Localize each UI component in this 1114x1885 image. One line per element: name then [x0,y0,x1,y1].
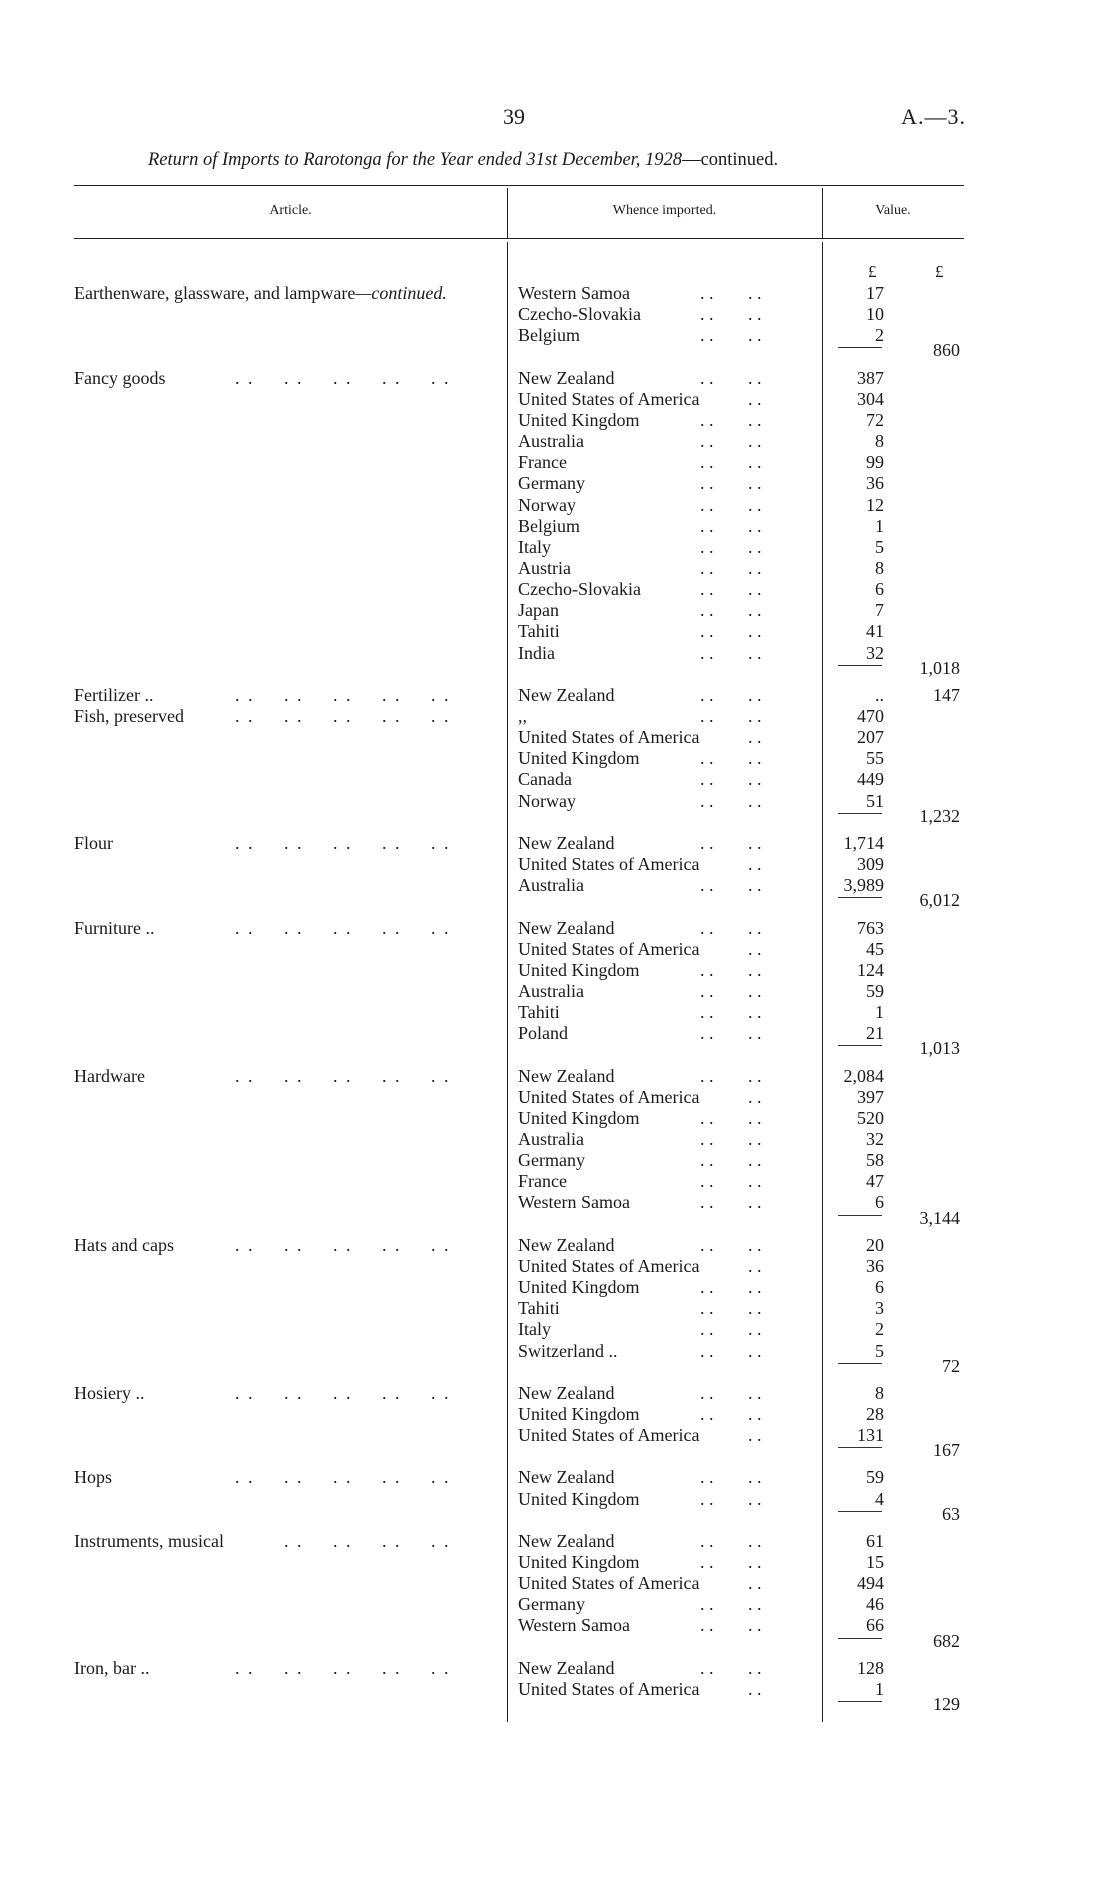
article-label: Iron, bar .. [74,1657,150,1678]
country-name: India [518,642,555,663]
article-name [74,1066,145,1087]
article-total: 1,018 [919,657,960,678]
value-cell: 7 [875,600,884,621]
leader-dots: . . . . . . . . . . [235,1467,451,1488]
leader-dots: . . [748,1255,762,1276]
country-name: Western Samoa [518,283,631,303]
header-top-rule [74,185,964,186]
article-total: 147 [933,684,960,705]
article-name [74,1383,145,1404]
country-name: New Zealand [518,367,615,388]
subtotal-rule [838,813,882,814]
leader-dots: . . [748,1425,762,1446]
country-name: Tahiti [518,1298,560,1319]
leader-dots: . . . . [700,1298,762,1319]
subtotal-rule [838,1215,882,1216]
value-cell: 449 [857,769,884,790]
leader-dots: . . . . [700,1129,762,1149]
country-name: United States of America [518,727,700,748]
leader-dots: . . . . [700,1340,762,1361]
leader-dots: . . . . [700,1277,762,1298]
leader-dots: . . . . [700,1065,762,1086]
leader-dots: . . . . [700,1382,762,1403]
document-code: A.—3. [901,104,966,129]
value-cell: 3,989 [843,875,884,896]
leader-dots: . . . . [700,325,762,346]
article-total: 6,012 [919,890,960,911]
article-name [74,918,155,939]
leader-dots: . . [748,1678,762,1699]
country-name: United States of America [518,1086,700,1107]
country-name: Germany [518,1150,585,1171]
value-cell: 1 [875,515,884,536]
leader-dots: . . . . . . . . . . [235,706,451,726]
country-name: Switzerland .. [518,1340,618,1361]
value-cell: 28 [866,1403,884,1424]
leader-dots: . . . . [700,452,762,473]
value-cell: 470 [857,706,884,726]
article-label: Hosiery .. [74,1382,145,1403]
leader-dots: . . . . . . . . . . [235,684,451,705]
article-label: Hats and caps [74,1234,174,1255]
article-label: Furniture .. [74,917,155,938]
value-cell: 8 [875,557,884,578]
value-cell: 32 [866,642,884,663]
leader-dots: . . . . [700,1615,762,1636]
article-name [74,833,113,854]
value-cell: 5 [875,1340,884,1361]
value-cell: 10 [866,304,884,325]
country-name: Czecho-Slovakia [518,579,641,600]
leader-dots: . . . . [700,1319,762,1340]
country-name: Poland [518,1023,569,1044]
article-label: Hardware [74,1065,145,1086]
article-name [74,1658,149,1679]
country-name: Austria [518,557,571,578]
value-cell: 45 [866,938,884,959]
leader-dots: . . . . . . . . [284,1530,451,1551]
country-name: United Kingdom [518,959,640,980]
value-cell: 20 [866,1234,884,1255]
country-name: New Zealand [518,1530,615,1551]
column-divider-1 [507,242,508,1722]
article-label: Fertilizer .. [74,684,154,705]
leader-dots: . . . . [700,1467,762,1488]
value-cell: 99 [866,452,884,473]
value-cell: 32 [866,1129,884,1149]
subtotal-rule [838,1701,882,1702]
table-title-main: Return of Imports to Rarotonga for the Year ended 31st December, 1928 [148,150,683,170]
header-bottom-rule [74,238,964,239]
leader-dots: . . [748,1086,762,1107]
leader-dots: . . . . . . . . . . [235,832,451,853]
article-label: Flour [74,832,114,853]
value-cell: 66 [866,1615,884,1636]
leader-dots: . . . . . . . . . . [235,1657,451,1678]
subtotal-rule [838,347,882,348]
country-name: New Zealand [518,684,615,705]
country-name: United States of America [518,1573,700,1594]
value-cell: 51 [866,790,884,811]
value-cell: 304 [857,388,884,409]
leader-dots: . . . . [700,980,762,1001]
leader-dots: . . . . [700,1488,762,1509]
country-name: United States of America [518,1678,700,1699]
country-name: United Kingdom [518,748,640,769]
country-name: Czecho-Slovakia [518,304,641,325]
article-name [74,706,184,727]
leader-dots: . . . . . . . . . . [235,1234,451,1255]
country-name: United States of America [518,1255,700,1276]
country-name: Germany [518,473,585,494]
leader-dots: . . . . [700,1150,762,1171]
leader-dots: . . . . . . . . . . [235,1065,451,1086]
leader-dots: . . . . [700,579,762,600]
country-name: United States of America [518,1425,700,1446]
leader-dots: . . . . [700,1594,762,1615]
leader-dots: . . . . [700,621,762,642]
table-title [148,150,778,171]
country-name: Italy [518,1319,551,1340]
value-cell: 4 [875,1488,884,1509]
country-name: France [518,1171,567,1192]
country-name: New Zealand [518,1467,615,1488]
leader-dots: . . . . [700,283,762,303]
country-name: United Kingdom [518,1107,640,1128]
country-name: Western Samoa [518,1615,631,1636]
country-name: Western Samoa [518,1192,631,1213]
value-cell: .. [875,684,884,705]
leader-dots: . . . . [700,1192,762,1213]
leader-dots: . . [748,1573,762,1594]
value-cell: 17 [866,283,884,303]
country-name: United Kingdom [518,1552,640,1572]
country-name: France [518,452,567,473]
country-name: United States of America [518,854,700,875]
value-cell: 21 [866,1023,884,1044]
value-cell: 309 [857,854,884,875]
article-total: 682 [933,1630,960,1651]
article-total: 1,013 [919,1038,960,1059]
article-label: Earthenware, glassware, and lampware [74,283,356,303]
page-number: 39 [503,104,525,129]
article-name [74,1235,174,1256]
leader-dots: . . . . [700,1403,762,1424]
value-cell: 387 [857,367,884,388]
leader-dots: . . . . [700,1552,762,1572]
value-cell: 128 [857,1657,884,1678]
value-cell: 72 [866,409,884,430]
country-name: Germany [518,1594,585,1615]
value-cell: 36 [866,1255,884,1276]
leader-dots: . . . . [700,769,762,790]
article-label: Fancy goods [74,367,166,388]
value-cell: 12 [866,494,884,515]
leader-dots: . . . . . . . . . . [235,1382,451,1403]
value-unit-right: £ [935,262,944,281]
value-cell: 59 [866,1467,884,1488]
country-name: Belgium [518,515,580,536]
article-name [74,283,447,304]
leader-dots: . . . . [700,304,762,325]
header-article: Article. [269,203,312,218]
value-cell: 2 [875,1319,884,1340]
country-name: United Kingdom [518,1488,640,1509]
country-name: United Kingdom [518,1277,640,1298]
article-name [74,368,166,389]
article-suffix: —continued. [355,283,447,303]
leader-dots: . . . . [700,536,762,557]
value-cell: 2 [875,325,884,346]
value-cell: 397 [857,1086,884,1107]
leader-dots: . . . . [700,748,762,769]
leader-dots: . . . . [700,515,762,536]
header-value: Value. [875,203,911,218]
value-cell: 41 [866,621,884,642]
country-name: Japan [518,600,559,621]
value-cell: 55 [866,748,884,769]
subtotal-rule [838,1511,882,1512]
table-title-tail: —continued. [682,150,779,170]
article-total: 72 [942,1355,960,1376]
subtotal-rule [838,665,882,666]
leader-dots: . . . . . . . . . . [235,917,451,938]
country-name: United States of America [518,388,700,409]
subtotal-rule [838,1045,882,1046]
leader-dots: . . . . [700,494,762,515]
column-divider-2 [822,242,823,1722]
article-label: Fish, preserved [74,706,184,726]
header-whence: Whence imported. [612,203,717,218]
leader-dots: . . . . [700,684,762,705]
leader-dots: . . . . [700,1530,762,1551]
value-cell: 207 [857,727,884,748]
leader-dots: . . . . [700,706,762,726]
leader-dots: . . . . [700,1107,762,1128]
country-name: Canada [518,769,572,790]
value-cell: 131 [857,1425,884,1446]
value-cell: 6 [875,1277,884,1298]
article-total: 1,232 [919,805,960,826]
leader-dots: . . . . [700,1657,762,1678]
value-cell: 8 [875,1382,884,1403]
country-name: United States of America [518,938,700,959]
value-cell: 58 [866,1150,884,1171]
leader-dots: . . . . [700,1171,762,1192]
leader-dots: . . . . [700,473,762,494]
country-name: Australia [518,431,584,452]
country-name: Norway [518,790,576,811]
leader-dots: . . . . [700,959,762,980]
leader-dots: . . . . [700,917,762,938]
leader-dots: . . . . [700,600,762,621]
country-name: New Zealand [518,1065,615,1086]
country-name: Tahiti [518,1002,560,1023]
country-name: United Kingdom [518,1403,640,1424]
country-name: Australia [518,1129,584,1149]
leader-dots: . . . . [700,367,762,388]
leader-dots: . . . . [700,832,762,853]
article-total: 3,144 [919,1207,960,1228]
value-cell: 61 [866,1530,884,1551]
leader-dots: . . . . [700,642,762,663]
value-cell: 47 [866,1171,884,1192]
value-cell: 36 [866,473,884,494]
article-label: Instruments, musical [74,1530,224,1551]
value-cell: 1 [875,1678,884,1699]
country-name: Norway [518,494,576,515]
leader-dots: . . . . [700,431,762,452]
value-cell: 46 [866,1594,884,1615]
subtotal-rule [838,1363,882,1364]
value-cell: 763 [857,917,884,938]
country-name: New Zealand [518,1234,615,1255]
leader-dots: . . . . [700,1234,762,1255]
value-cell: 3 [875,1298,884,1319]
country-name: New Zealand [518,1382,615,1403]
country-name: Australia [518,980,584,1001]
leader-dots: . . . . . . . . . . [235,367,451,388]
article-total: 167 [933,1440,960,1461]
leader-dots: . . . . [700,790,762,811]
value-cell: 59 [866,980,884,1001]
leader-dots: . . . . [700,409,762,430]
country-name: ,, [518,706,527,726]
subtotal-rule [838,1447,882,1448]
article-label: Hops [74,1467,113,1488]
value-cell: 124 [857,959,884,980]
country-name: New Zealand [518,1657,615,1678]
article-name [74,1467,112,1488]
value-cell: 520 [857,1107,884,1128]
subtotal-rule [838,897,882,898]
leader-dots: . . [748,388,762,409]
value-cell: 6 [875,1192,884,1213]
leader-dots: . . . . [700,557,762,578]
article-name [74,1531,224,1552]
leader-dots: . . [748,727,762,748]
value-cell: 15 [866,1552,884,1572]
article-total: 860 [933,340,960,361]
leader-dots: . . [748,854,762,875]
article-total: 129 [933,1694,960,1715]
value-unit-left: £ [868,262,877,281]
leader-dots: . . . . [700,1023,762,1044]
country-name: Australia [518,875,584,896]
leader-dots: . . . . [700,1002,762,1023]
country-name: New Zealand [518,917,615,938]
value-cell: 6 [875,579,884,600]
leader-dots: . . . . [700,875,762,896]
value-cell: 1,714 [843,832,884,853]
country-name: Belgium [518,325,580,346]
value-cell: 494 [857,1573,884,1594]
value-cell: 1 [875,1002,884,1023]
subtotal-rule [838,1638,882,1639]
country-name: Italy [518,536,551,557]
article-total: 63 [942,1503,960,1524]
leader-dots: . . [748,938,762,959]
country-name: New Zealand [518,832,615,853]
country-name: United Kingdom [518,409,640,430]
value-cell: 5 [875,536,884,557]
value-cell: 2,084 [843,1065,884,1086]
value-cell: 8 [875,431,884,452]
country-name: Tahiti [518,621,560,642]
article-name [74,685,153,706]
